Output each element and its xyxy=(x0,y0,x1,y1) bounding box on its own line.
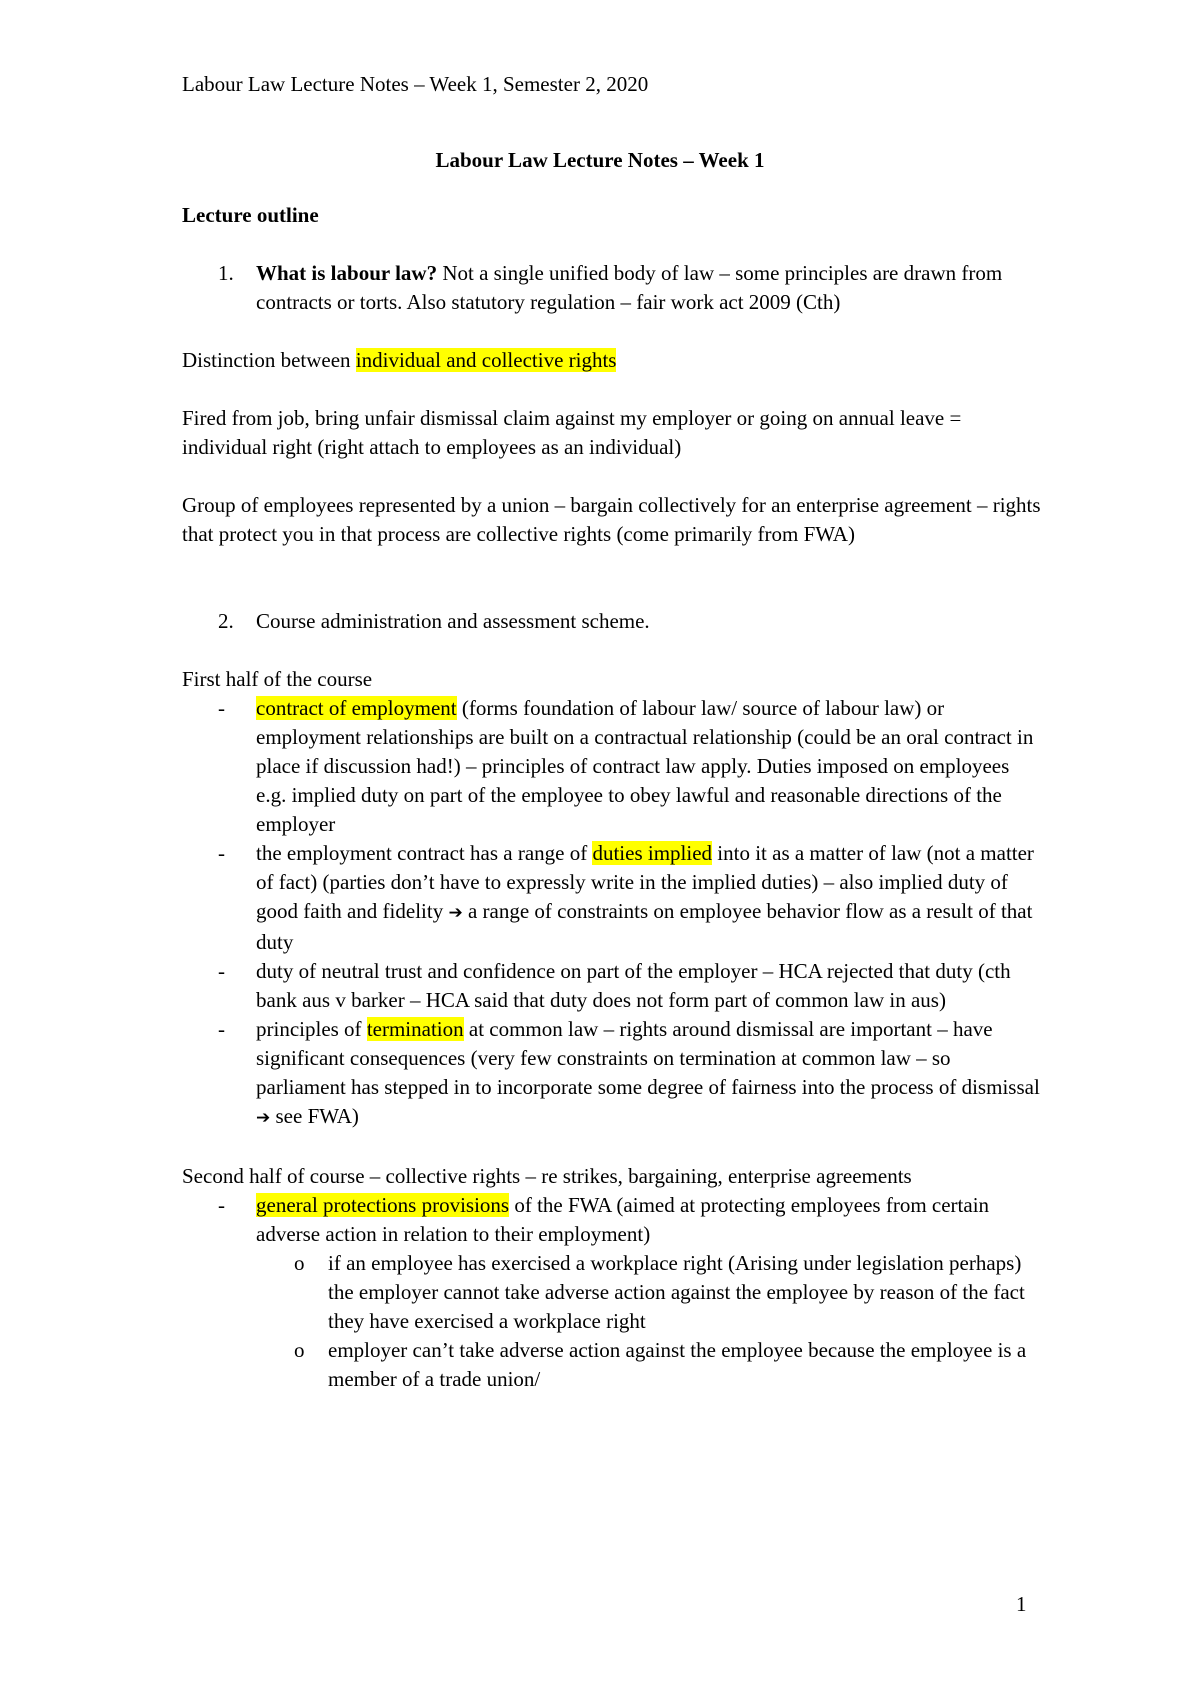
bullet-termination xyxy=(182,1015,1042,1133)
dash-marker: - xyxy=(218,1017,225,1041)
distinction-text: Distinction between xyxy=(182,348,356,372)
item-text: Not a single unified body of law – some principles are drawn from contracts or torts. Also statutory regulation – fair work act 2009 (Cth) xyxy=(256,261,1003,314)
sub-bullet-text: if an employee has exercised a workplace right (Arising under legislation perhaps) the employer cannot take adverse action against the employee by reason of the fact they have exercised a workplace right xyxy=(328,1251,1025,1333)
sub-bullet-trade-union xyxy=(182,1336,1042,1394)
item-number: 2. xyxy=(218,609,234,633)
dash-marker: - xyxy=(218,1193,225,1217)
fired-paragraph: Fired from job, bring unfair dismissal claim against my employer or going on annual leave = individual right (right attach to employees as an individual) xyxy=(182,406,962,459)
sub-bullet-marker: o xyxy=(294,1338,305,1362)
bullet-contract-of-employment xyxy=(182,694,1042,839)
right-arrow-icon: ➔ xyxy=(256,1108,271,1128)
numbered-item-1 xyxy=(182,259,1042,317)
right-arrow-icon: ➔ xyxy=(448,903,463,923)
item-bold-question: What is labour law? xyxy=(256,261,438,285)
first-half-heading: First half of the course xyxy=(182,667,373,691)
bullet-text: principles of xyxy=(256,1017,367,1041)
numbered-item-2 xyxy=(182,607,1042,636)
bullet-trust-and-confidence xyxy=(182,957,1042,1015)
second-half-heading: Second half of course – collective rights – re strikes, bargaining, enterprise agreements xyxy=(182,1164,912,1188)
bullet-text: duty of neutral trust and confidence on part of the employer – HCA rejected that duty (cth bank aus v barker – HCA said that duty does not form part of common law in aus) xyxy=(256,959,1011,1012)
bullet-text: into it as a matter of law (not a matter of fact) (parties don’t have to expressly write in the implied duties) – also implied duty of good faith and fidelity xyxy=(256,841,1034,923)
bullet-text: at common law – rights around dismissal are important – have significant consequences (very few constraints on termination at common law – so parliament has stepped in to incorporate some degree of fairness into the process of dismissal xyxy=(256,1017,1040,1099)
highlighted-text: termination xyxy=(366,1017,464,1041)
item-number: 1. xyxy=(218,261,234,285)
item-text: Course administration and assessment scheme. xyxy=(256,609,650,633)
sub-bullet-workplace-right xyxy=(182,1249,1042,1336)
bullet-duties-implied xyxy=(182,839,1042,957)
highlighted-text: individual and collective rights xyxy=(355,348,617,372)
document-title: Labour Law Lecture Notes – Week 1 xyxy=(435,148,765,172)
bullet-text: (forms foundation of labour law/ source of labour law) or employment relationships are built on a contractual relationship (could be an oral contract in place if discussion had!) – principles of contract law apply. Duties imposed on employees e.g. implied duty on part of the employee to obey lawful and reasonable directions of the employer xyxy=(256,696,1034,836)
sub-bullet-marker: o xyxy=(294,1251,305,1275)
bullet-general-protections xyxy=(182,1191,1042,1249)
page-header: Labour Law Lecture Notes – Week 1, Semester 2, 2020 xyxy=(182,72,649,96)
highlighted-text: duties implied xyxy=(592,841,713,865)
outline-heading: Lecture outline xyxy=(182,203,319,227)
highlighted-text: general protections provisions xyxy=(256,1193,510,1217)
dash-marker: - xyxy=(218,841,225,865)
dash-marker: - xyxy=(218,696,225,720)
bullet-text: a range of constraints on employee behavior flow as a result of that duty xyxy=(256,899,1033,954)
document-body xyxy=(182,201,1042,1394)
sub-bullet-text: employer can’t take adverse action against the employee because the employee is a member of a trade union/ xyxy=(328,1338,1027,1391)
distinction-paragraph xyxy=(182,346,1042,375)
bullet-text: the employment contract has a range of xyxy=(256,841,593,865)
page-number: 1 xyxy=(1016,1592,1027,1616)
highlighted-text: contract of employment xyxy=(256,696,457,720)
group-paragraph: Group of employees represented by a union – bargain collectively for an enterprise agreement – rights that protect you in that process are collective rights (come primarily from FWA) xyxy=(182,493,1041,546)
dash-marker: - xyxy=(218,959,225,983)
bullet-text: of the FWA (aimed at protecting employees from certain adverse action in relation to their employment) xyxy=(256,1193,990,1246)
bullet-text: see FWA) xyxy=(270,1104,359,1128)
